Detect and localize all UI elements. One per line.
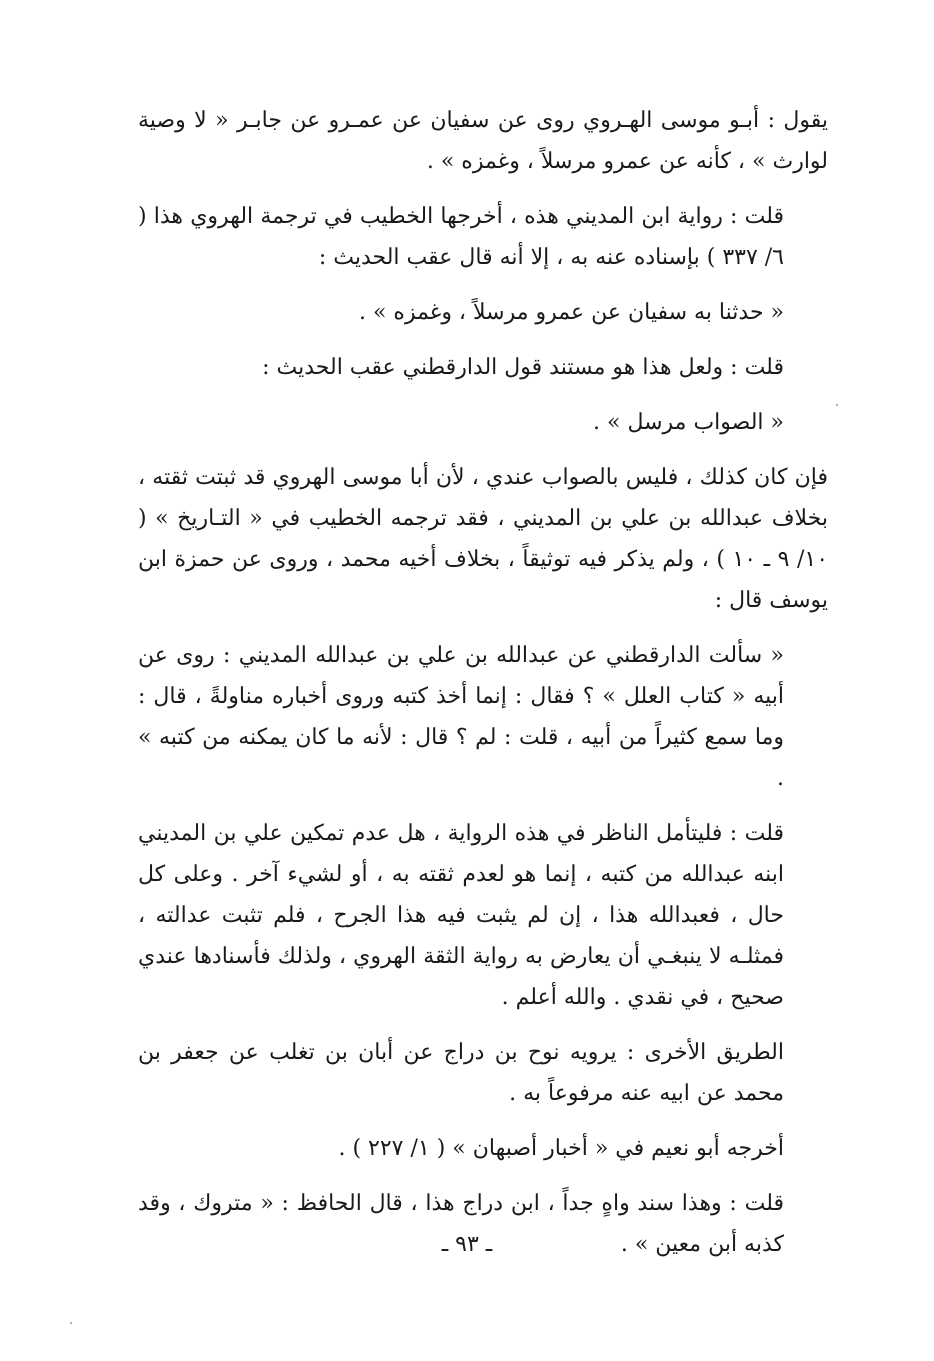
paragraph-4: فإن كان كذلك ، فليس بالصواب عندي ، لأن أبا موسى الهروي قد ثبتت ثقته ، بخلاف عبدالله بن علي بن المديني ، فقد ترجمه الخطيب في « التـاريخ » ( ١٠/ ٩ ـ ١٠ ) ، ولم يذكر فيه توثيقاً ، بخلاف أخيه محمد ، وروى عن حمزة ابن يوسف قال : — [138, 465, 829, 613]
paragraph-2: قلت : رواية ابن المديني هذه ، أخرجها الخطيب في ترجمة الهروي هذا ( ٦/ ٣٣٧ ) بإسناده عنه به ، إلا أنه قال عقب الحديث : — [138, 204, 784, 270]
quote-3: « سألت الدارقطني عن عبدالله بن علي بن عبدالله المديني : روى عن أبيه « كتاب العلل » ؟ فقال : إنما أخذ كتبه وروى أخباره مناولةً ، قال : وما سمع كثيراً من أبيه ، قلت : لم ؟ قال : لأنه ما كان يمكنه من كتبه » . — [138, 643, 784, 791]
quote-2: « الصواب مرسل » . — [593, 410, 784, 435]
paragraph-6: الطريق الأخرى : يرويه نوح بن دراج عن أبان بن تغلب عن جعفر بن محمد عن ابيه عنه مرفوعاً به . — [138, 1040, 784, 1106]
scan-speck — [70, 1322, 72, 1324]
quote-1: « حدثنا به سفيان عن عمرو مرسلاً ، وغمزه » . — [358, 300, 784, 325]
document-body — [138, 100, 828, 1279]
scan-speck — [836, 404, 838, 406]
paragraph-3: قلت : ولعل هذا هو مستند قول الدارقطني عقب الحديث : — [262, 355, 784, 380]
page-number: ـ ٩٣ ـ — [441, 1232, 493, 1257]
paragraph-7: أخرجه أبو نعيم في « أخبار أصبهان » ( ١/ ٢٢٧ ) . — [338, 1136, 784, 1161]
paragraph-5: قلت : فليتأمل الناظر في هذه الرواية ، هل عدم تمكين علي بن المديني ابنه عبدالله من كتبه ، إنما هو لعدم ثقته به ، أو لشيء آخر . وعلى كل حال ، فعبدالله هذا ، إن لم يثبت فيه هذا الجرح ، فلم تثبت عدالته ، فمثلـه لا ينبغـي أن يعارض به رواية الثقة الهروي ، ولذلك فأسنادها عندي صحيح ، في نقدي . والله أعلم . — [138, 821, 784, 1010]
paragraph-8: قلت : وهذا سند واهٍ جداً ، ابن دراج هذا ، قال الحافظ : « متروك ، وقد كذبه أبن معين » . — [138, 1191, 784, 1257]
paragraph-1: يقول : أبـو موسى الهـروي روى عن سفيان عن عمـرو عن جابـر « لا وصية لوارث » ، كأنه عن عمرو مرسلاً ، وغمزه » . — [138, 108, 828, 174]
